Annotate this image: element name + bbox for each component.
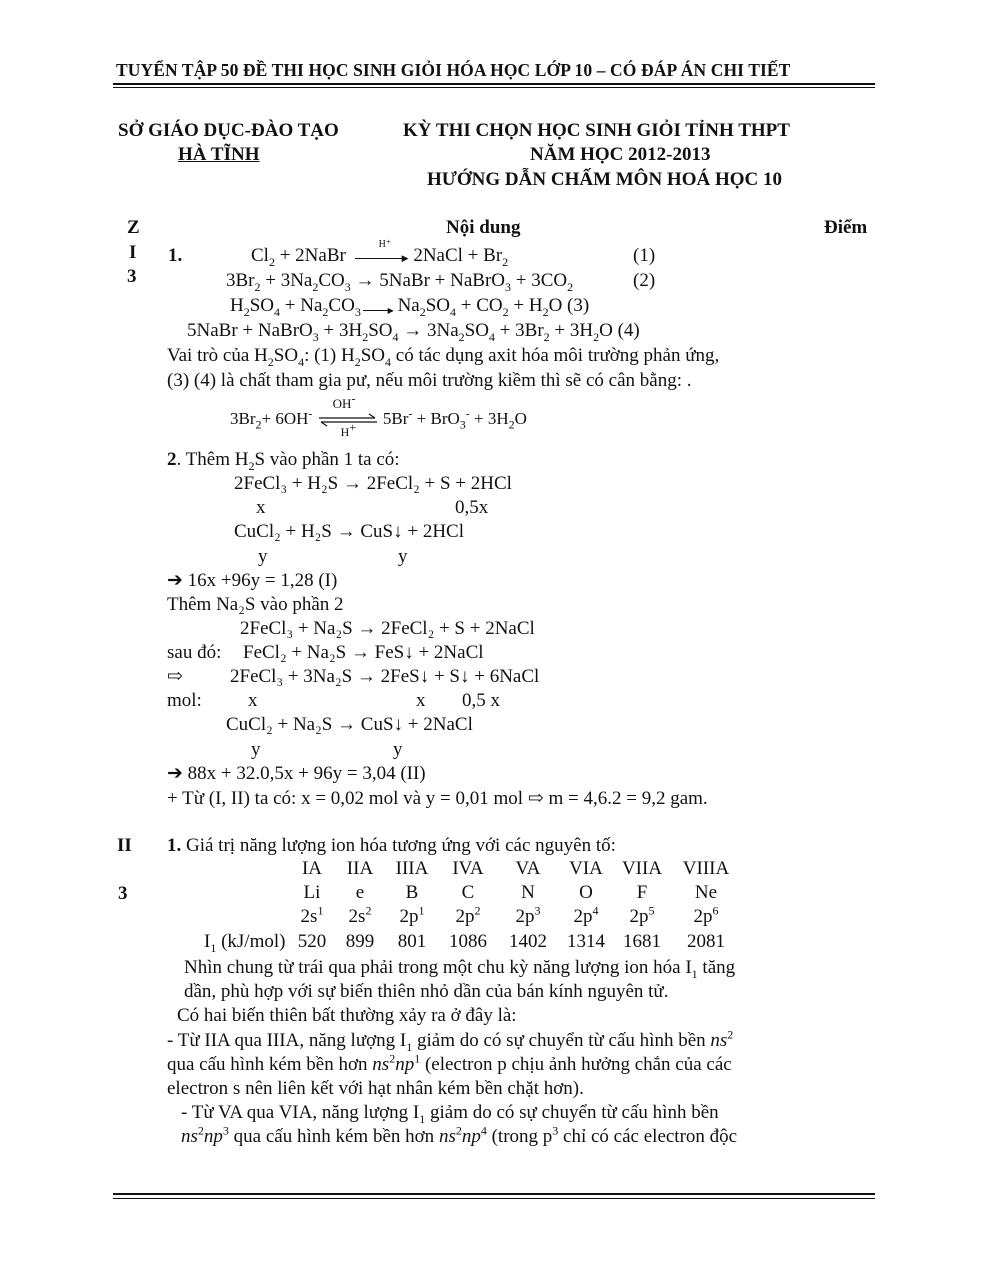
- electron-config: $2s^1$: [300, 903, 324, 927]
- para-2: Có hai biến thiên bất thường xảy ra ở đây là:: [177, 1005, 517, 1026]
- para-7: $ns^2np^3$ qua cấu hình kém bền hơn $ns^2np^4$ (trong $p^3$ chỉ có các electron độc: [181, 1123, 738, 1147]
- q2-eq3: 2FeCl₃ + Na₂S → 2FeCl₂ + S + 2NaCl: [240, 618, 535, 639]
- q2-eq1-05x: 0,5x: [455, 497, 489, 518]
- ionization-energy: 1086: [449, 931, 487, 952]
- org-province: HÀ TĨNH: [178, 144, 260, 165]
- part2-roman: II: [117, 835, 132, 856]
- q2-eq2-y2: y: [398, 546, 408, 567]
- q2-mol-label: mol:: [167, 690, 202, 711]
- group-header: VA: [515, 858, 541, 879]
- electron-config: $2p^3$: [515, 903, 541, 927]
- equilibrium-equation: $3Br_2+ 6OH^-$ OH- H+ $5Br^- + BrO_3^- + 3H_2O$: [230, 391, 527, 440]
- q2-eq6: CuCl₂ + Na₂S → CuS↓ + 2NaCl: [226, 714, 473, 735]
- element-symbol: N: [521, 882, 535, 903]
- ionization-energy: 899: [345, 931, 375, 952]
- footer-rule-thin: [113, 1198, 875, 1199]
- para-5: electron s nên liên kết với hạt nhân kém bền chặt hơn).: [167, 1078, 584, 1099]
- group-header: VIIIA: [682, 858, 730, 879]
- footer-rule: [113, 1193, 875, 1195]
- para-1: Nhìn chung từ trái qua phải trong một chu kỳ năng lượng ion hóa $I_1$ tăng: [184, 957, 736, 981]
- q1-number: 1.: [168, 245, 183, 266]
- q2-equation-II: ➔ 88x + 32.0,5x + 96y = 3,04 (II): [167, 763, 426, 784]
- q2-after-label: sau đó:: [167, 642, 222, 663]
- reaction-3: $H_2SO_4 + Na_2CO_3$ ▶ $Na_2SO_4 + CO_2 + H_2O$ (3): [230, 295, 590, 319]
- element-symbol: Ne: [694, 882, 718, 903]
- element-symbol: C: [461, 882, 475, 903]
- role-line-1: Vai trò của $H_2SO_4$: (1) $H_2SO_4$ có tác dụng axit hóa môi trường phản ứng,: [167, 345, 720, 369]
- electron-config: $2s^2$: [348, 903, 372, 927]
- col-part-z: Z: [127, 217, 140, 238]
- element-symbol: Li: [303, 882, 321, 903]
- group-header: VIIA: [621, 858, 663, 879]
- part2-score: 3: [118, 883, 128, 904]
- exam-year: NĂM HỌC 2012-2013: [530, 144, 711, 165]
- role-line-2: (3) (4) là chất tham gia pư, nếu môi trường kiềm thì sẽ có cân bằng: .: [167, 370, 692, 391]
- group-header: IVA: [452, 858, 484, 879]
- content-heading: Nội dung: [446, 217, 521, 238]
- ionization-energy: 2081: [687, 931, 725, 952]
- org-name: SỞ GIÁO DỤC-ĐÀO TẠO: [118, 120, 339, 141]
- electron-config: $2p^5$: [629, 903, 655, 927]
- para-1-cont: dần, phù hợp với sự biến thiên nhỏ dần của bán kính nguyên tử.: [184, 981, 669, 1002]
- ionization-energy: 1314: [567, 931, 605, 952]
- q2-eq6-y2: y: [393, 739, 403, 760]
- ionization-energy: 801: [397, 931, 427, 952]
- q2-eq1: 2FeCl₃ + H₂S → 2FeCl₂ + S + 2HCl: [234, 473, 512, 494]
- reaction-4: 5NaBr + NaBrO$_3$ + $3H_2SO_4 \to 3Na_2SO_4 + 3Br_2 + 3H_2O$ (4): [187, 320, 640, 344]
- q2-intro: 2. Thêm $H_2S$ vào phần 1 ta có:: [167, 449, 400, 473]
- q2-add-part2: Thêm Na₂S vào phần 2: [167, 594, 344, 615]
- implies-arrow-icon: ⇨: [167, 666, 183, 687]
- element-symbol: e: [355, 882, 365, 903]
- electron-config: $2p^2$: [455, 903, 481, 927]
- header-rule-thin: [113, 87, 875, 88]
- element-symbol: B: [405, 882, 419, 903]
- q2-eq5: 2FeCl₃ + 3Na₂S → 2FeS↓ + S↓ + 6NaCl: [230, 666, 540, 687]
- eq-top-label: OH-: [332, 391, 356, 412]
- ionization-energy: 1681: [623, 931, 661, 952]
- reaction-1: $Cl_2$ + 2NaBr H⁺ ▶ 2NaCl + $Br_2$: [251, 238, 509, 269]
- electron-config: $2p^1$: [399, 903, 425, 927]
- header-rule: [113, 83, 875, 85]
- q2-eq1-x: x: [256, 497, 266, 518]
- element-symbol: O: [579, 882, 593, 903]
- q2-result: + Từ (I, II) ta có: x = 0,02 mol và y = 0,01 mol ⇨ m = 4,6.2 = 9,2 gam.: [167, 788, 708, 809]
- q2-eq4: FeCl₂ + Na₂S → FeS↓ + 2NaCl: [243, 642, 484, 663]
- group-header: VIA: [569, 858, 603, 879]
- q2-eq6-y1: y: [251, 739, 261, 760]
- group-header: IIIA: [395, 858, 429, 879]
- col-part-score: 3: [127, 266, 137, 287]
- element-symbol: F: [636, 882, 648, 903]
- q2-eq2-y1: y: [258, 546, 268, 567]
- ionization-energy: 520: [297, 931, 327, 952]
- q2-mol-x1: x: [248, 690, 258, 711]
- reaction-2-tag: (2): [633, 270, 656, 291]
- q2-mol-x2: x: [416, 690, 426, 711]
- para-6: - Từ VA qua VIA, năng lượng $I_1$ giảm do có sự chuyển từ cấu hình bền: [181, 1102, 719, 1126]
- exam-subtitle: HƯỚNG DẪN CHẤM MÔN HOÁ HỌC 10: [427, 169, 782, 190]
- group-header: IA: [301, 858, 323, 879]
- running-header: TUYỂN TẬP 50 ĐỀ THI HỌC SINH GIỎI HÓA HỌC LỚP 10 – CÓ ĐÁP ÁN CHI TIẾT: [116, 60, 791, 80]
- col-part-i: I: [129, 242, 137, 263]
- reaction-2: $3Br_2 + 3Na_2CO_3$ → 5NaBr + NaBrO$_3$ + $3CO_2$: [226, 270, 574, 294]
- eq-bottom-label: H+: [340, 420, 357, 440]
- ionization-energy: 1402: [509, 931, 547, 952]
- q2-eq2: CuCl₂ + H₂S → CuS↓ + 2HCl: [234, 521, 465, 542]
- q2-mol-05x: 0,5 x: [462, 690, 500, 711]
- catalyst-label: H⁺: [378, 238, 392, 250]
- reaction-1-tag: (1): [633, 245, 656, 266]
- score-heading: Điểm: [824, 217, 868, 238]
- part2-q1-intro: 1. Giá trị năng lượng ion hóa tương ứng với các nguyên tố:: [167, 835, 616, 856]
- electron-config: $2p^4$: [573, 903, 599, 927]
- i1-label: $I_1$ (kJ/mol): [204, 931, 286, 955]
- group-header: IIA: [346, 858, 374, 879]
- q2-equation-I: ➔ 16x +96y = 1,28 (I): [167, 570, 338, 591]
- para-4: qua cấu hình kém bền hơn $ns^2np^1$ (electron p chịu ảnh hưởng chắn của các: [167, 1051, 732, 1075]
- electron-config: $2p^6$: [693, 903, 719, 927]
- para-3: - Từ IIA qua IIIA, năng lượng $I_1$ giảm do có sự chuyển từ cấu hình bền $ns^2$: [167, 1027, 734, 1054]
- exam-title: KỲ THI CHỌN HỌC SINH GIỎI TỈNH THPT: [403, 120, 790, 141]
